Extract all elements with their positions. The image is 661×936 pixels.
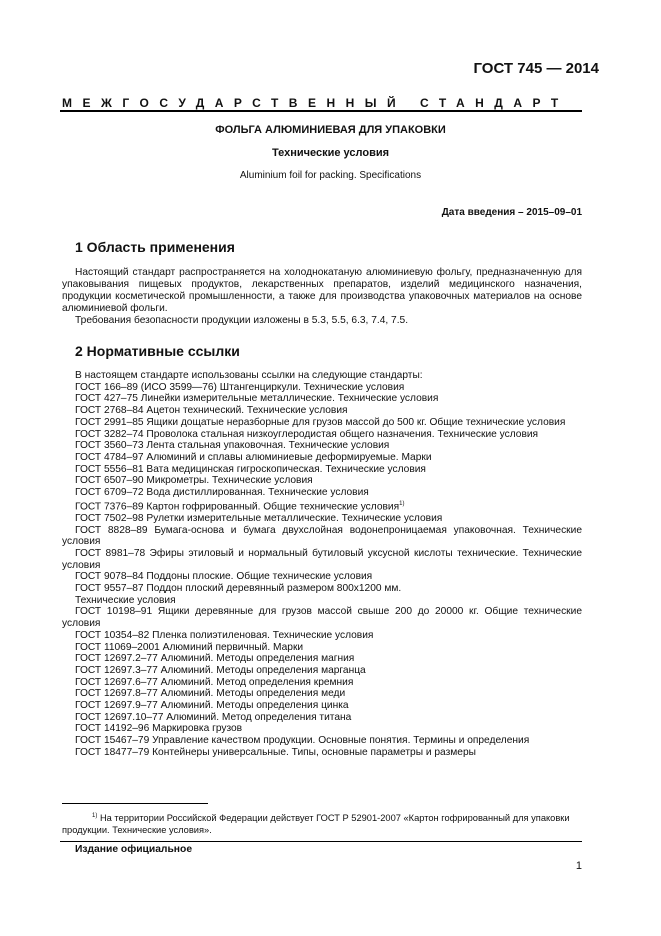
footnote-text: На территории Российской Федерации действует ГОСТ Р 52901-2007 «Картон гофрированный для упаковки продукции. Технические условия». (62, 813, 570, 836)
reference-item: ГОСТ 18477–79 Контейнеры универсальные. Типы, основные параметры и размеры (75, 746, 476, 758)
section-1-paragraph-1: Настоящий стандарт распространяется на холоднокатаную алюминиевую фольгу, предназначенную для упаковывания пищевых продуктов, лекарственных препаратов, изделий медицинского назначения, продукции косметической промышленности, а также для производства упаковочных материалов на основе алюминиевой фольги. (62, 267, 582, 314)
references-lead: В настоящем стандарте использованы ссылки на следующие стандарты: (75, 370, 423, 381)
reference-item: ГОСТ 3560–73 Лента стальная упаковочная. Технические условия (75, 440, 390, 452)
english-title: Aluminium foil for packing. Specifications (239, 170, 422, 181)
reference-item: ГОСТ 427–75 Линейки измерительные металлические. Технические условия (75, 393, 439, 405)
footer-rule (60, 841, 582, 842)
reference-item: ГОСТ 11069–2001 Алюминий первичный. Марки (75, 641, 304, 653)
footnote-rule (62, 803, 208, 804)
reference-item: ГОСТ 4784–97 Алюминий и сплавы алюминиевые деформируемые. Марки (75, 451, 432, 463)
reference-item: ГОСТ 12697.6–77 Алюминий. Метод определения кремния (75, 676, 354, 688)
intro-date: Дата введения – 2015–09–01 (441, 207, 582, 218)
reference-item: ГОСТ 3282–74 Проволока стальная низкоуглеродистая общего назначения. Технические условия (75, 428, 539, 440)
reference-item: ГОСТ 10354–82 Пленка полиэтиленовая. Технические условия (75, 629, 374, 641)
section-1-heading: 1 Область применения (75, 239, 235, 255)
reference-item: ГОСТ 6709–72 Вода дистиллированная. Технические условия (75, 487, 369, 499)
reference-item: ГОСТ 14192–96 Маркировка грузов (75, 723, 243, 735)
section-1-body (62, 267, 582, 327)
section-2-heading: 2 Нормативные ссылки (75, 343, 240, 359)
reference-item: ГОСТ 2768–84 Ацетон технический. Технические условия (75, 405, 348, 417)
reference-item: ГОСТ 9078–84 Поддоны плоские. Общие технические условия (75, 571, 373, 583)
reference-item: ГОСТ 6507–90 Микрометры. Технические условия (75, 475, 313, 487)
footnote-mark: 1) (92, 813, 98, 819)
reference-item: ГОСТ 5556–81 Вата медицинская гигроскопическая. Технические условия (75, 463, 426, 475)
reference-item (62, 499, 582, 513)
reference-item: ГОСТ 166–89 (ИСО 3599—76) Штангенциркули. Технические условия (75, 381, 405, 393)
reference-item: ГОСТ 9557–87 Поддон плоский деревянный размером 800х1200 мм. (75, 583, 402, 595)
reference-item: ГОСТ 10198–91 Ящики деревянные для грузов массой свыше 200 до 20000 кг. Общие технические условия (62, 606, 582, 630)
reference-text: ГОСТ 7376–89 Картон гофрированный. Общие технические условия (75, 501, 400, 513)
reference-item: ГОСТ 12697.8–77 Алюминий. Методы определения меди (75, 688, 346, 700)
reference-item: ГОСТ 12697.9–77 Алюминий. Методы определения цинка (75, 700, 349, 712)
reference-item: ГОСТ 8828–89 Бумага-основа и бумага двухслойная водонепроницаемая упаковочная. Технические условия (62, 524, 582, 548)
reference-item: ГОСТ 8981–78 Эфиры этиловый и нормальный бутиловый уксусной кислоты технические. Технические условия (62, 547, 582, 571)
reference-item: ГОСТ 2991–85 Ящики дощатые неразборные для грузов массой до 500 кг. Общие технические условия (75, 416, 566, 428)
section-1-paragraph-2: Требования безопасности продукции изложены в 5.3, 5.5, 6.3, 7.4, 7.5. (75, 315, 409, 326)
page-number: 1 (575, 860, 582, 872)
interstate-standard-banner: МЕЖГОСУДАРСТВЕННЫЙ СТАНДАРТ (62, 96, 569, 110)
official-edition-label: Издание официальное (75, 844, 193, 855)
reference-item: ГОСТ 12697.3–77 Алюминий. Методы определения марганца (75, 664, 366, 676)
header-rule (60, 110, 582, 112)
footnote-reference-mark: 1) (399, 500, 405, 507)
document-subtitle: Технические условия (271, 147, 390, 159)
document-title: ФОЛЬГА АЛЮМИНИЕВАЯ ДЛЯ УПАКОВКИ (215, 124, 446, 136)
footnote (62, 810, 582, 836)
normative-references (62, 370, 582, 759)
reference-item: ГОСТ 12697.10–77 Алюминий. Метод определения титана (75, 711, 352, 723)
reference-item: ГОСТ 7502–98 Рулетки измерительные металлические. Технические условия (75, 512, 443, 524)
document-number: ГОСТ 745 — 2014 (473, 60, 599, 77)
reference-item: ГОСТ 12697.2–77 Алюминий. Методы определения магния (75, 653, 355, 665)
reference-item: ГОСТ 15467–79 Управление качеством продукции. Основные понятия. Термины и определения (75, 735, 530, 747)
reference-item: Технические условия (75, 594, 176, 606)
